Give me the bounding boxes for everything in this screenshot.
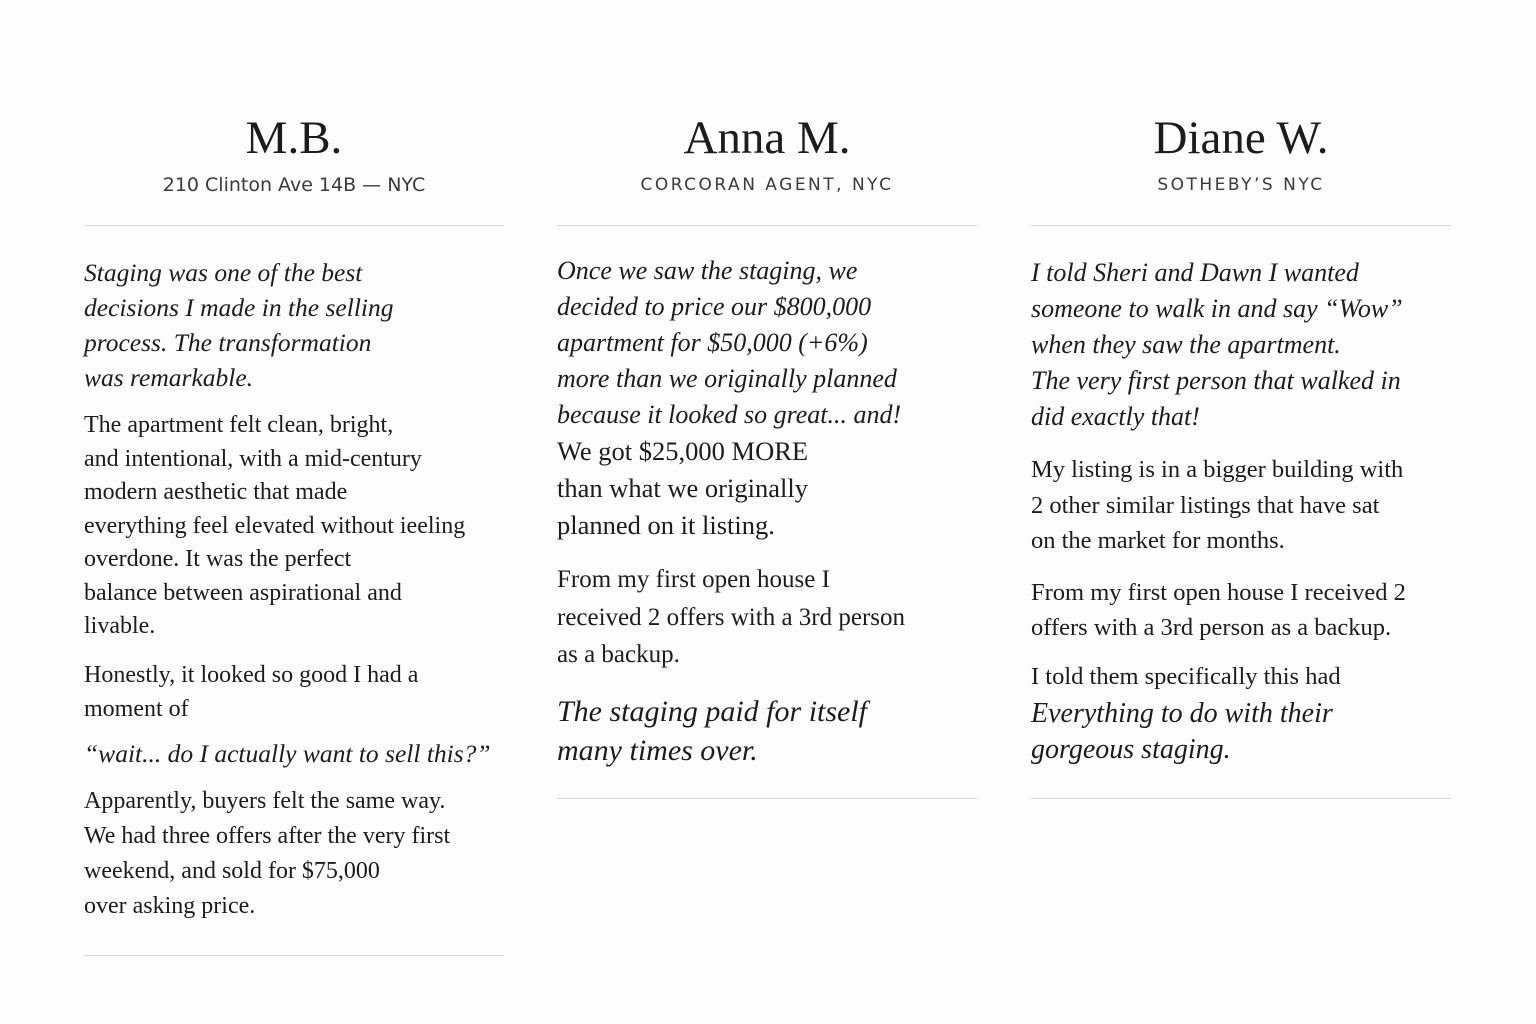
testimonial-paragraph: From my first open house I received 2 offers with a 3rd person as a backup.: [557, 566, 906, 668]
divider: [1031, 798, 1451, 799]
testimonial-paragraph: I told them specifically this had: [1031, 662, 1341, 690]
testimonial-quote: “wait... do I actually want to sell this?”: [84, 738, 491, 768]
testimonial-lead: I told Sheri and Dawn I wanted someone to walk in and say “Wow” when they saw the apartment. The very first person that walked in did exactly that!: [1031, 258, 1403, 431]
testimonial-closing: Everything to do with their gorgeous staging.: [1031, 697, 1333, 765]
reviewer-name: Diane W.: [1153, 112, 1329, 164]
testimonial-lead: Once we saw the staging, we decided to price our $800,000 apartment for $50,000 (+6%) more than we originally planned because it looked so great... and!: [557, 256, 902, 429]
testimonial-paragraph: From my first open house I received 2 offers with a 3rd person as a backup.: [1031, 578, 1406, 641]
divider: [1031, 225, 1451, 226]
divider: [557, 225, 977, 226]
testimonial-highlight: We got $25,000 MORE than what we originally planned on it listing.: [557, 436, 809, 540]
testimonial-lead: Staging was one of the best decisions I made in the selling process. The transformation was remarkable.: [84, 258, 394, 392]
reviewer-address: 210 Clinton Ave 14B — NYC: [162, 174, 426, 196]
testimonial-body: [84, 255, 554, 924]
testimonial-body: [1031, 255, 1501, 768]
reviewer-affiliation: SOTHEBY’S NYC: [1157, 175, 1325, 195]
testimonial-paragraph: My listing is in a bigger building with 2 other similar listings that have sat on the market for months.: [1031, 456, 1404, 554]
divider: [84, 955, 504, 956]
testimonial-paragraph: Honestly, it looked so good I had a moment of: [84, 661, 419, 722]
testimonial-paragraph: Apparently, buyers felt the same way. We had three offers after the very first weekend, and sold for $75,000 over asking price.: [84, 787, 451, 919]
testimonial-closing: The staging paid for itself many times over.: [557, 694, 868, 767]
divider: [84, 225, 504, 226]
divider: [557, 798, 977, 799]
testimonial-body: [557, 255, 1027, 770]
testimonial-paragraph: The apartment felt clean, bright, and intentional, with a mid-century modern aesthetic that made everything feel elevated without ieeling overdone. It was the perfect balance between aspirational and livable.: [84, 412, 466, 639]
reviewer-name: M.B.: [245, 112, 343, 164]
reviewer-name: Anna M.: [683, 112, 851, 164]
reviewer-affiliation: CORCORAN AGENT, NYC: [640, 175, 894, 195]
